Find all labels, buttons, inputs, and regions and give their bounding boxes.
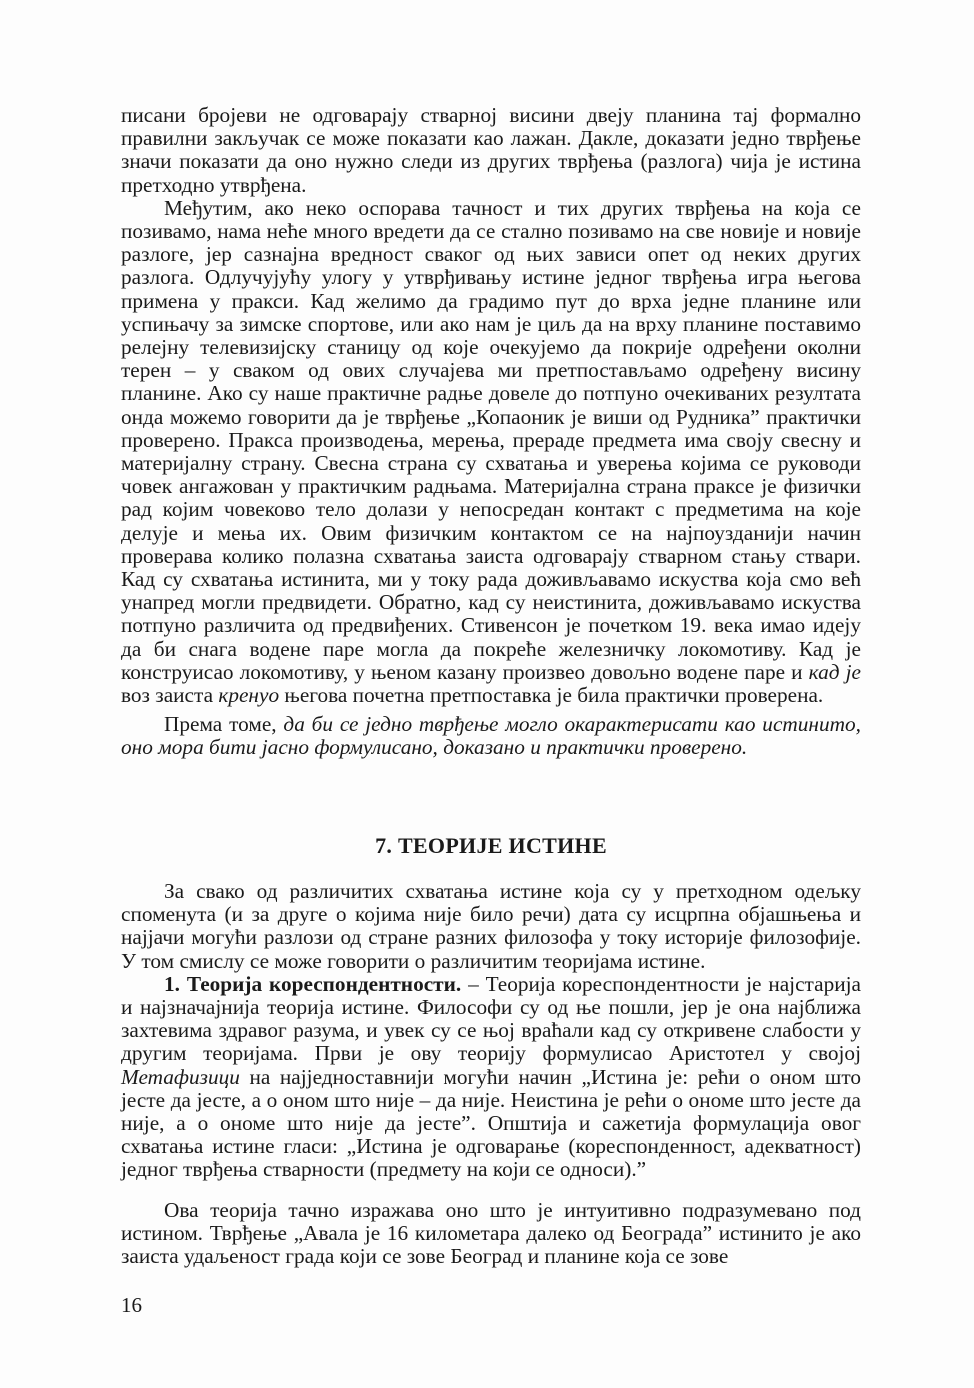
conclusion-paragraph: [121, 713, 861, 759]
final-paragraph: Ова теорија тачно изражава оно што је интуитивно подразумевано под истином. Тврђење „Авала је 16 километара далеко од Београда” истинито је ако заиста удаљеност града који се зове Београд и планине која се зове: [121, 1197, 861, 1269]
practice-emphasis-1: кад је: [808, 659, 861, 684]
practice-paragraph-end: његова почетна претпоставка је била практички проверена.: [284, 683, 824, 708]
lower-text-block: [121, 880, 861, 1268]
practice-paragraph: [121, 197, 861, 707]
theory-text-a: – Теорија кореспондентности је најстарија и најзначајнија теорија истине. Философи су од ње пошли, јер је она најближа захтевима здравог разума, и увек су се њој враћали кад су откривене слабости у другим теоријама. Први је ову теорију формулисао Аристотел у својој: [121, 971, 861, 1066]
page-number: 16: [121, 1293, 142, 1317]
intro-paragraph: За свако од различитих схватања истине која су у претходном одељку споменута (и за друге о којима није било речи) дата су исцрпна објашњења и најјачи могући разлози од стране разних филозофа у току историје филозофије. У том смислу се може говорити о различитим теоријама истине.: [121, 879, 861, 973]
conclusion-lead: Према томе,: [164, 712, 277, 737]
theory-text-b: на најједноставнији могући начин „Истина је: рећи о оном што јесте да јесте, а о оном што није – да није. Неистина је рећи о ономе што јесте да није, а о ономе што није да јесте”. Општија и сажетија формулација овог схватања истине гласи: „Истина је одговарање (кореспонденност, адекватност) једног тврђења стварности (предмету на који се односи).”: [121, 1064, 861, 1182]
practice-paragraph-mid: воз заиста: [121, 683, 214, 708]
section-heading: 7. ТЕОРИЈЕ ИСТИНЕ: [375, 833, 607, 858]
correspondence-theory-paragraph: [121, 973, 861, 1182]
conclusion-emphasis: да би се једно тврђење могло окарактерисати као истинито, оно мора бити јасно формулисано, доказано и практички проверено.: [121, 712, 861, 760]
upper-text-block: [121, 104, 861, 760]
practice-paragraph-main: Међутим, ако неко оспорава тачност и тих других тврђења на која се позивамо, нама неће много вредети да се стално позивамо на све новије и новије разлоге, јер сазнајна вредност сваког од њих зависи опет од неких других разлога. Одлучујућу улогу у утврђивању истине једног тврђења игра његова примена у пракси. Кад желимо да градимо пут до врха једне планине или успињачу за зимске спортове, или ако нам је циљ да на врху планине поставимо релејну телевизијску станицу од које очекујемо да покрије одређени околни терен – у сваком од ових случајева ми претпостављамо одређену висину планине. Ако су наше практичне радње довеле до потпуно очекиваних резултата онда можемо говорити да је тврђење „Копаоник је виши од Рудника” практички проверено. Пракса производења, мерења, прераде предмета има своју свесну и материјалну страну. Свесна страна су схватања и уверења којима се руководи човек ангажован у практичким радњама. Материјална страна праксе је физички рад којим човеково тело долази у непосредан контакт с предметима на које делује и мења их. Овим физичким контактом се на најпоузданији начин проверава колико полазна схватања заиста одговарају стварном стању ствари. Кад су схватања истинита, ми у току рада доживљавамо искуства која смо већ унапред могли предвидети. Обратно, кад су неистинита, доживљавамо искуства потпуно различита од предвиђених. Стивенсон је почетком 19. века имао идеју да би снага водене паре могла да покреће железничку локомотиву. Кад је конструисао локомотиву, у њеном казану произвео довољно водене паре и: [121, 195, 861, 684]
metaphysics-emphasis: Метафизици: [121, 1064, 240, 1089]
practice-emphasis-2: кренуо: [218, 683, 280, 708]
theory-run-in-heading: 1. Теорија кореспондентности.: [164, 971, 462, 996]
continuation-paragraph: писани бројеви не одговарају стварној висини двеју планина тај формално правилни закључак се може показати као лажан. Дакле, доказати једно тврђење значи показати да оно нужно следи из других тврђења (разлога) чија је истина претходно утврђена.: [121, 103, 861, 197]
